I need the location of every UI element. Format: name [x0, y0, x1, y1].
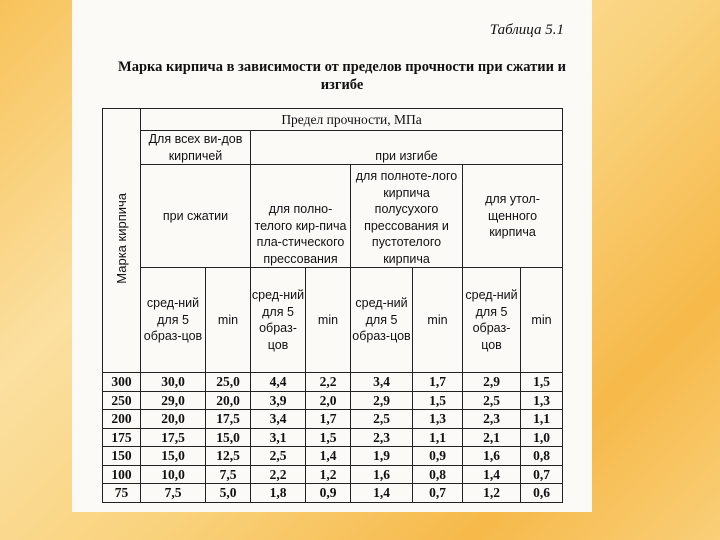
value-cell: 1,9	[351, 447, 413, 466]
value-cell: 1,1	[413, 428, 463, 447]
value-cell: 1,7	[306, 410, 351, 429]
value-cell: 2,0	[306, 391, 351, 410]
value-cell: 3,4	[351, 373, 413, 392]
value-cell: 1,3	[413, 410, 463, 429]
brand-cell: 75	[103, 484, 141, 503]
value-cell: 1,4	[351, 484, 413, 503]
value-cell: 1,7	[413, 373, 463, 392]
value-cell: 1,5	[306, 428, 351, 447]
header-all-types: Для всех ви-дов кирпичей	[141, 131, 251, 165]
value-cell: 3,1	[251, 428, 306, 447]
value-cell: 1,6	[463, 447, 521, 466]
table-number: Таблица 5.1	[489, 22, 564, 38]
value-cell: 12,5	[206, 447, 251, 466]
value-cell: 0,8	[413, 465, 463, 484]
value-cell: 1,2	[463, 484, 521, 503]
value-cell: 29,0	[141, 391, 206, 410]
value-cell: 1,1	[521, 410, 563, 429]
value-cell: 17,5	[206, 410, 251, 429]
value-cell: 0,7	[413, 484, 463, 503]
value-cell: 17,5	[141, 428, 206, 447]
value-cell: 1,3	[521, 391, 563, 410]
value-cell: 2,5	[463, 391, 521, 410]
table-row	[103, 428, 563, 447]
value-cell: 3,9	[251, 391, 306, 410]
table-row	[103, 391, 563, 410]
value-cell: 2,5	[251, 447, 306, 466]
header-strength: Предел прочности, МПа	[141, 109, 563, 131]
value-cell: 30,0	[141, 373, 206, 392]
value-cell: 1,4	[306, 447, 351, 466]
header-min: min	[206, 268, 251, 373]
value-cell: 7,5	[141, 484, 206, 503]
table-row	[103, 465, 563, 484]
brand-cell: 150	[103, 447, 141, 466]
value-cell: 3,4	[251, 410, 306, 429]
table-row	[103, 410, 563, 429]
header-avg: сред-ний для 5 образ-цов	[351, 268, 413, 373]
value-cell: 0,7	[521, 465, 563, 484]
brand-cell: 250	[103, 391, 141, 410]
header-min: min	[413, 268, 463, 373]
brand-cell: 175	[103, 428, 141, 447]
brand-cell: 200	[103, 410, 141, 429]
value-cell: 1,4	[463, 465, 521, 484]
table-row	[103, 373, 563, 392]
value-cell: 1,0	[521, 428, 563, 447]
header-brand: Марка кирпича	[103, 109, 141, 373]
value-cell: 10,0	[141, 465, 206, 484]
value-cell: 1,6	[351, 465, 413, 484]
value-cell: 25,0	[206, 373, 251, 392]
header-min: min	[521, 268, 563, 373]
value-cell: 0,8	[521, 447, 563, 466]
value-cell: 5,0	[206, 484, 251, 503]
header-plastic: для полно-телого кир-пича пла-стического прессования	[251, 165, 351, 268]
header-avg: сред-ний для 5 образ-цов	[251, 268, 306, 373]
value-cell: 15,0	[141, 447, 206, 466]
value-cell: 2,1	[463, 428, 521, 447]
header-bending: при изгибе	[251, 131, 563, 165]
value-cell: 4,4	[251, 373, 306, 392]
value-cell: 2,3	[351, 428, 413, 447]
value-cell: 2,9	[351, 391, 413, 410]
value-cell: 7,5	[206, 465, 251, 484]
brand-cell: 300	[103, 373, 141, 392]
table-row	[103, 447, 563, 466]
value-cell: 2,2	[306, 373, 351, 392]
header-compression: при сжатии	[141, 165, 251, 268]
value-cell: 2,2	[251, 465, 306, 484]
value-cell: 2,9	[463, 373, 521, 392]
value-cell: 1,5	[521, 373, 563, 392]
value-cell: 15,0	[206, 428, 251, 447]
value-cell: 2,3	[463, 410, 521, 429]
value-cell: 0,9	[306, 484, 351, 503]
header-min: min	[306, 268, 351, 373]
header-thick: для утол-щенного кирпича	[463, 165, 563, 268]
value-cell: 0,9	[413, 447, 463, 466]
subheader-row	[103, 268, 563, 373]
value-cell: 20,0	[206, 391, 251, 410]
brick-strength-table	[102, 108, 563, 503]
value-cell: 2,5	[351, 410, 413, 429]
value-cell: 0,6	[521, 484, 563, 503]
value-cell: 1,8	[251, 484, 306, 503]
header-semidry: для полноте-лого кирпича полусухого прессования и пустотелого кирпича	[351, 165, 463, 268]
value-cell: 1,2	[306, 465, 351, 484]
document-page	[72, 0, 592, 512]
header-avg: сред-ний для 5 образ-цов	[141, 268, 206, 373]
table-title: Марка кирпича в зависимости от пределов прочности при сжатии и изгибе	[118, 59, 566, 93]
value-cell: 1,5	[413, 391, 463, 410]
table-row	[103, 484, 563, 503]
value-cell: 20,0	[141, 410, 206, 429]
header-avg: сред-ний для 5 образ-цов	[463, 268, 521, 373]
brand-cell: 100	[103, 465, 141, 484]
